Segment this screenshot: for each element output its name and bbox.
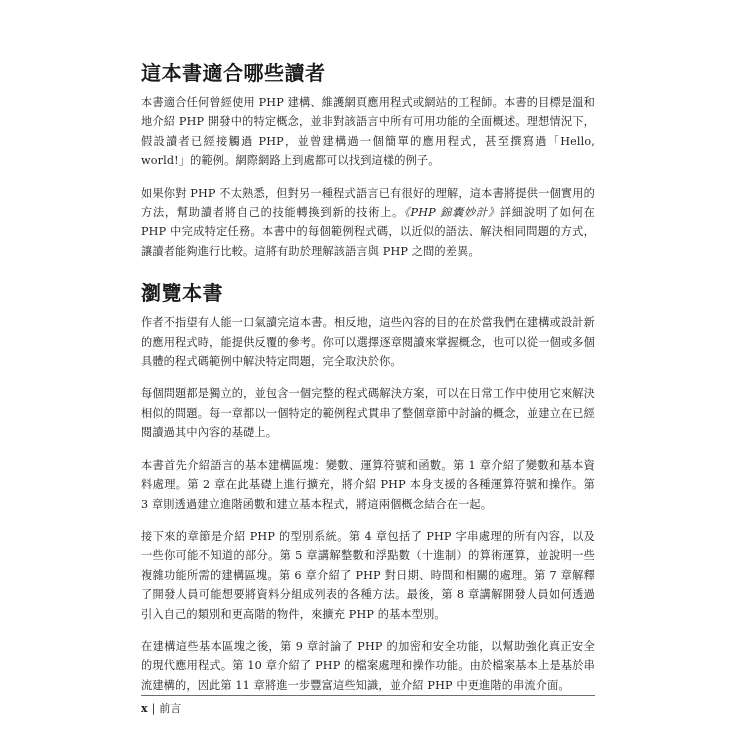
paragraph-audience-intro: 本書適合任何曾經使用 PHP 建構、維護網頁應用程式或網站的工程師。本書的目標是溫和地介紹 PHP 開發中的特定概念，並非對該語言中所有可用功能的全面概述。理想情況下，假設讀者已經接觸過 PHP，並曾建構過一個簡單的應用程式，甚至撰寫過「Hello, world!」的範例。網際網路上到處都可以找到這樣的例子。 (141, 96, 595, 168)
paragraph-text: 詳細說明了如何在 PHP 中完成特定任務。本書中的每個範例程式碼，以近似的語法、解決相同問題的方式，讓讀者能夠進行比較。這將有助於理解該語言與 PHP 之間的差異。 (141, 206, 595, 258)
page-body (141, 58, 595, 708)
footer-divider (141, 695, 595, 696)
page-number: x (141, 702, 148, 715)
footer-separator: | (151, 702, 156, 715)
paragraph-text: 如果你對 PHP 不太熟悉，但對另一種程式語言已有很好的理解，這本書將提供一個實用的方法，幫助讀者將自己的技能轉換到新的技術上。 (141, 186, 595, 220)
paragraph-navigating-types: 接下來的章節是介紹 PHP 的型別系統。第 4 章包括了 PHP 字串處理的所有內容，以及一些你可能不知道的部分。第 5 章講解整數和浮點數（十進制）的算術運算，並說明一些複雜功能所需的建構區塊。第 6 章介紹了 PHP 對日期、時間和相關的處理。第 7 章解釋了開發人員可能想要將資料分組成列表的各種方法。最後，第 8 章講解開發人員如何透過引入自己的類別和更高階的物件，來擴充 PHP 的基本型別。 (141, 529, 595, 621)
paragraph-navigating-basics: 本書首先介紹語言的基本建構區塊：變數、運算符號和函數。第 1 章介紹了變數和基本資料處理。第 2 章在此基礎上進行擴充，將介紹 PHP 本身支援的各種運算符號和操作。第 3 章則透過建立進階函數和建立基本程式，將這兩個概念結合在一起。 (141, 458, 595, 511)
book-reference: 《PHP 錦囊妙計》 (404, 206, 500, 220)
paragraph-navigating-reference: 作者不指望有人能一口氣讀完這本書。相反地，這些內容的目的在於當我們在建構或設計新的應用程式時，能提供反覆的參考。你可以選擇逐章閱讀來掌握概念，也可以從一個或多個具體的程式碼範例中解決特定問題，完全取決於你。 (141, 316, 595, 369)
footer-section-name: 前言 (159, 702, 182, 715)
page-footer (141, 695, 595, 717)
section-title-audience: 這本書適合哪些讀者 (141, 61, 326, 85)
paragraph-navigating-independent: 每個問題都是獨立的，並包含一個完整的程式碼解決方案，可以在日常工作中使用它來解決相似的問題。每一章都以一個特定的範例程式貫串了整個章節中討論的概念，並建立在已經閱讀過其中內容的基礎上。 (141, 387, 595, 440)
footer-label (141, 701, 595, 717)
paragraph-audience-other-languages (141, 184, 595, 262)
section-title-navigating: 瀏覽本書 (141, 281, 223, 306)
paragraph-navigating-security: 在建構這些基本區塊之後，第 9 章討論了 PHP 的加密和安全功能，以幫助強化真正安全的現代應用程式。第 10 章介紹了 PHP 的檔案處理和操作功能。由於檔案基本上是基於串流建構的，因此第 11 章將進一步豐富這些知識，並介紹 PHP 中更進階的串流介面。 (141, 639, 595, 692)
